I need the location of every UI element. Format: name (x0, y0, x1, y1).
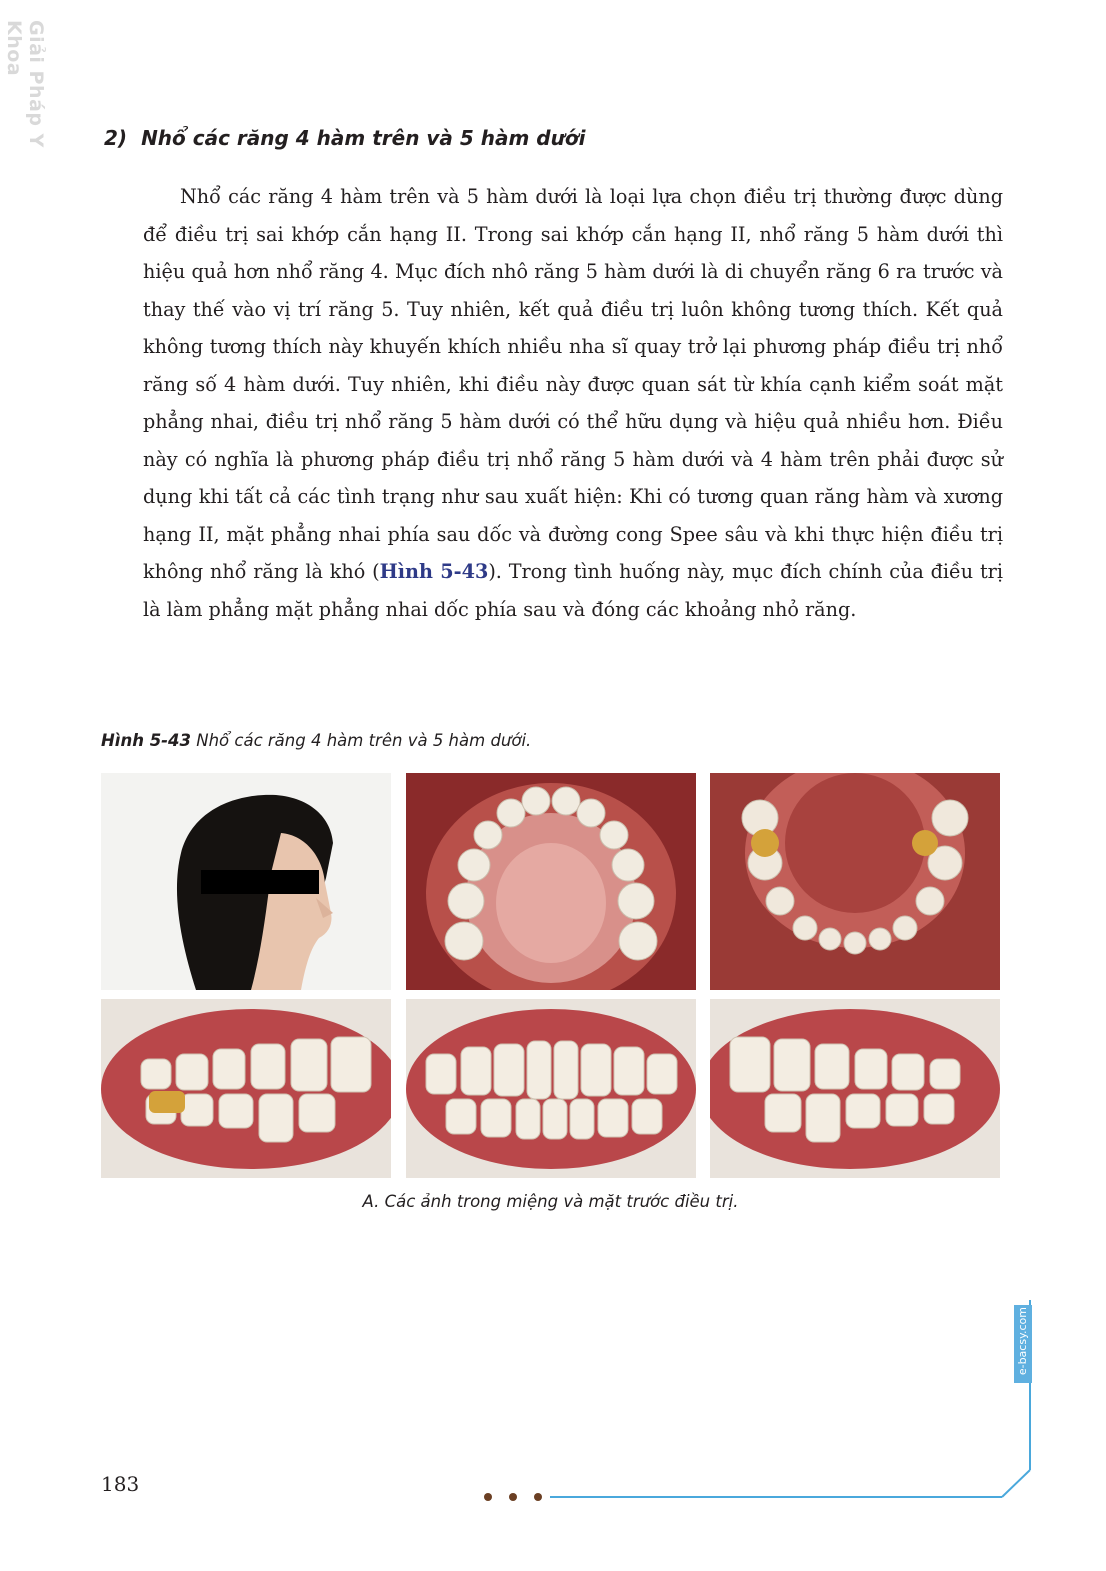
figure-caption-text: Nhổ các răng 4 hàm trên và 5 hàm dưới. (196, 731, 532, 750)
body-text-2: ). Trong tình huống này, mục đích chính của điều trị là làm phẳng mặt phẳng nhai dốc phía sau và đóng các khoảng nhỏ răng. (143, 560, 1003, 621)
site-tab-text: e-bacsy.com (1016, 1307, 1029, 1376)
upper-occlusal-photo (406, 773, 696, 990)
body-text-1: Nhổ các răng 4 hàm trên và 5 hàm dưới là loại lựa chọn điều trị thường được dùng để điều trị sai khớp cắn hạng II. Trong sai khớp cắn hạng II, nhổ răng 5 hàm dưới thì hiệu quả hơn nhổ răng 4. Mục đích nhô răng 5 hàm dưới là di chuyển răng 6 ra trước và thay thế vào vị trí răng 5. Tuy nhiên, kết quả điều trị luôn không tương thích. Kết quả không tương thích này khuyến khích nhiều nha sĩ quay trở lại phương pháp điều trị nhổ răng số 4 hàm dưới. Tuy nhiên, khi điều này được quan sát từ khía cạnh kiểm soát mặt phẳng nhai, điều trị nhổ răng 5 hàm dưới có thể hữu dụng và hiệu quả nhiều hơn. Điều này có nghĩa là phương pháp điều trị nhổ răng 5 hàm dưới và 4 hàm trên phải được sử dụng khi tất cả các tình trạng như sau xuất hiện: Khi có tương quan răng hàm và xương hạng II, mặt phẳng nhai phía sau dốc và đường cong Spee sâu và khi thực hiện điều trị không nhổ răng là khó ( (143, 185, 1003, 583)
lower-occlusal-photo (710, 773, 1000, 990)
body-paragraph (143, 178, 1003, 628)
figure-photo-grid (101, 773, 1000, 1178)
site-tab (1014, 1305, 1032, 1383)
figure-label: Hình 5-43 (101, 731, 191, 750)
page-number: 183 (101, 1472, 140, 1496)
profile-face-photo (101, 773, 391, 990)
page-frame-decoration (480, 1300, 1040, 1510)
side-watermark (0, 10, 47, 210)
left-buccal-photo (710, 999, 1000, 1178)
right-buccal-photo (101, 999, 391, 1178)
section-heading (104, 126, 585, 150)
figure-reference-link[interactable]: Hình 5-43 (379, 560, 489, 583)
figure-caption (101, 731, 531, 750)
section-number: 2) (104, 126, 128, 150)
section-title: Nhổ các răng 4 hàm trên và 5 hàm dưới (141, 126, 586, 150)
watermark-text: Giải Pháp Y Khoa (3, 20, 47, 148)
frontal-photo (406, 999, 696, 1178)
figure-sub-caption: A. Các ảnh trong miệng và mặt trước điều trị. (362, 1192, 739, 1211)
